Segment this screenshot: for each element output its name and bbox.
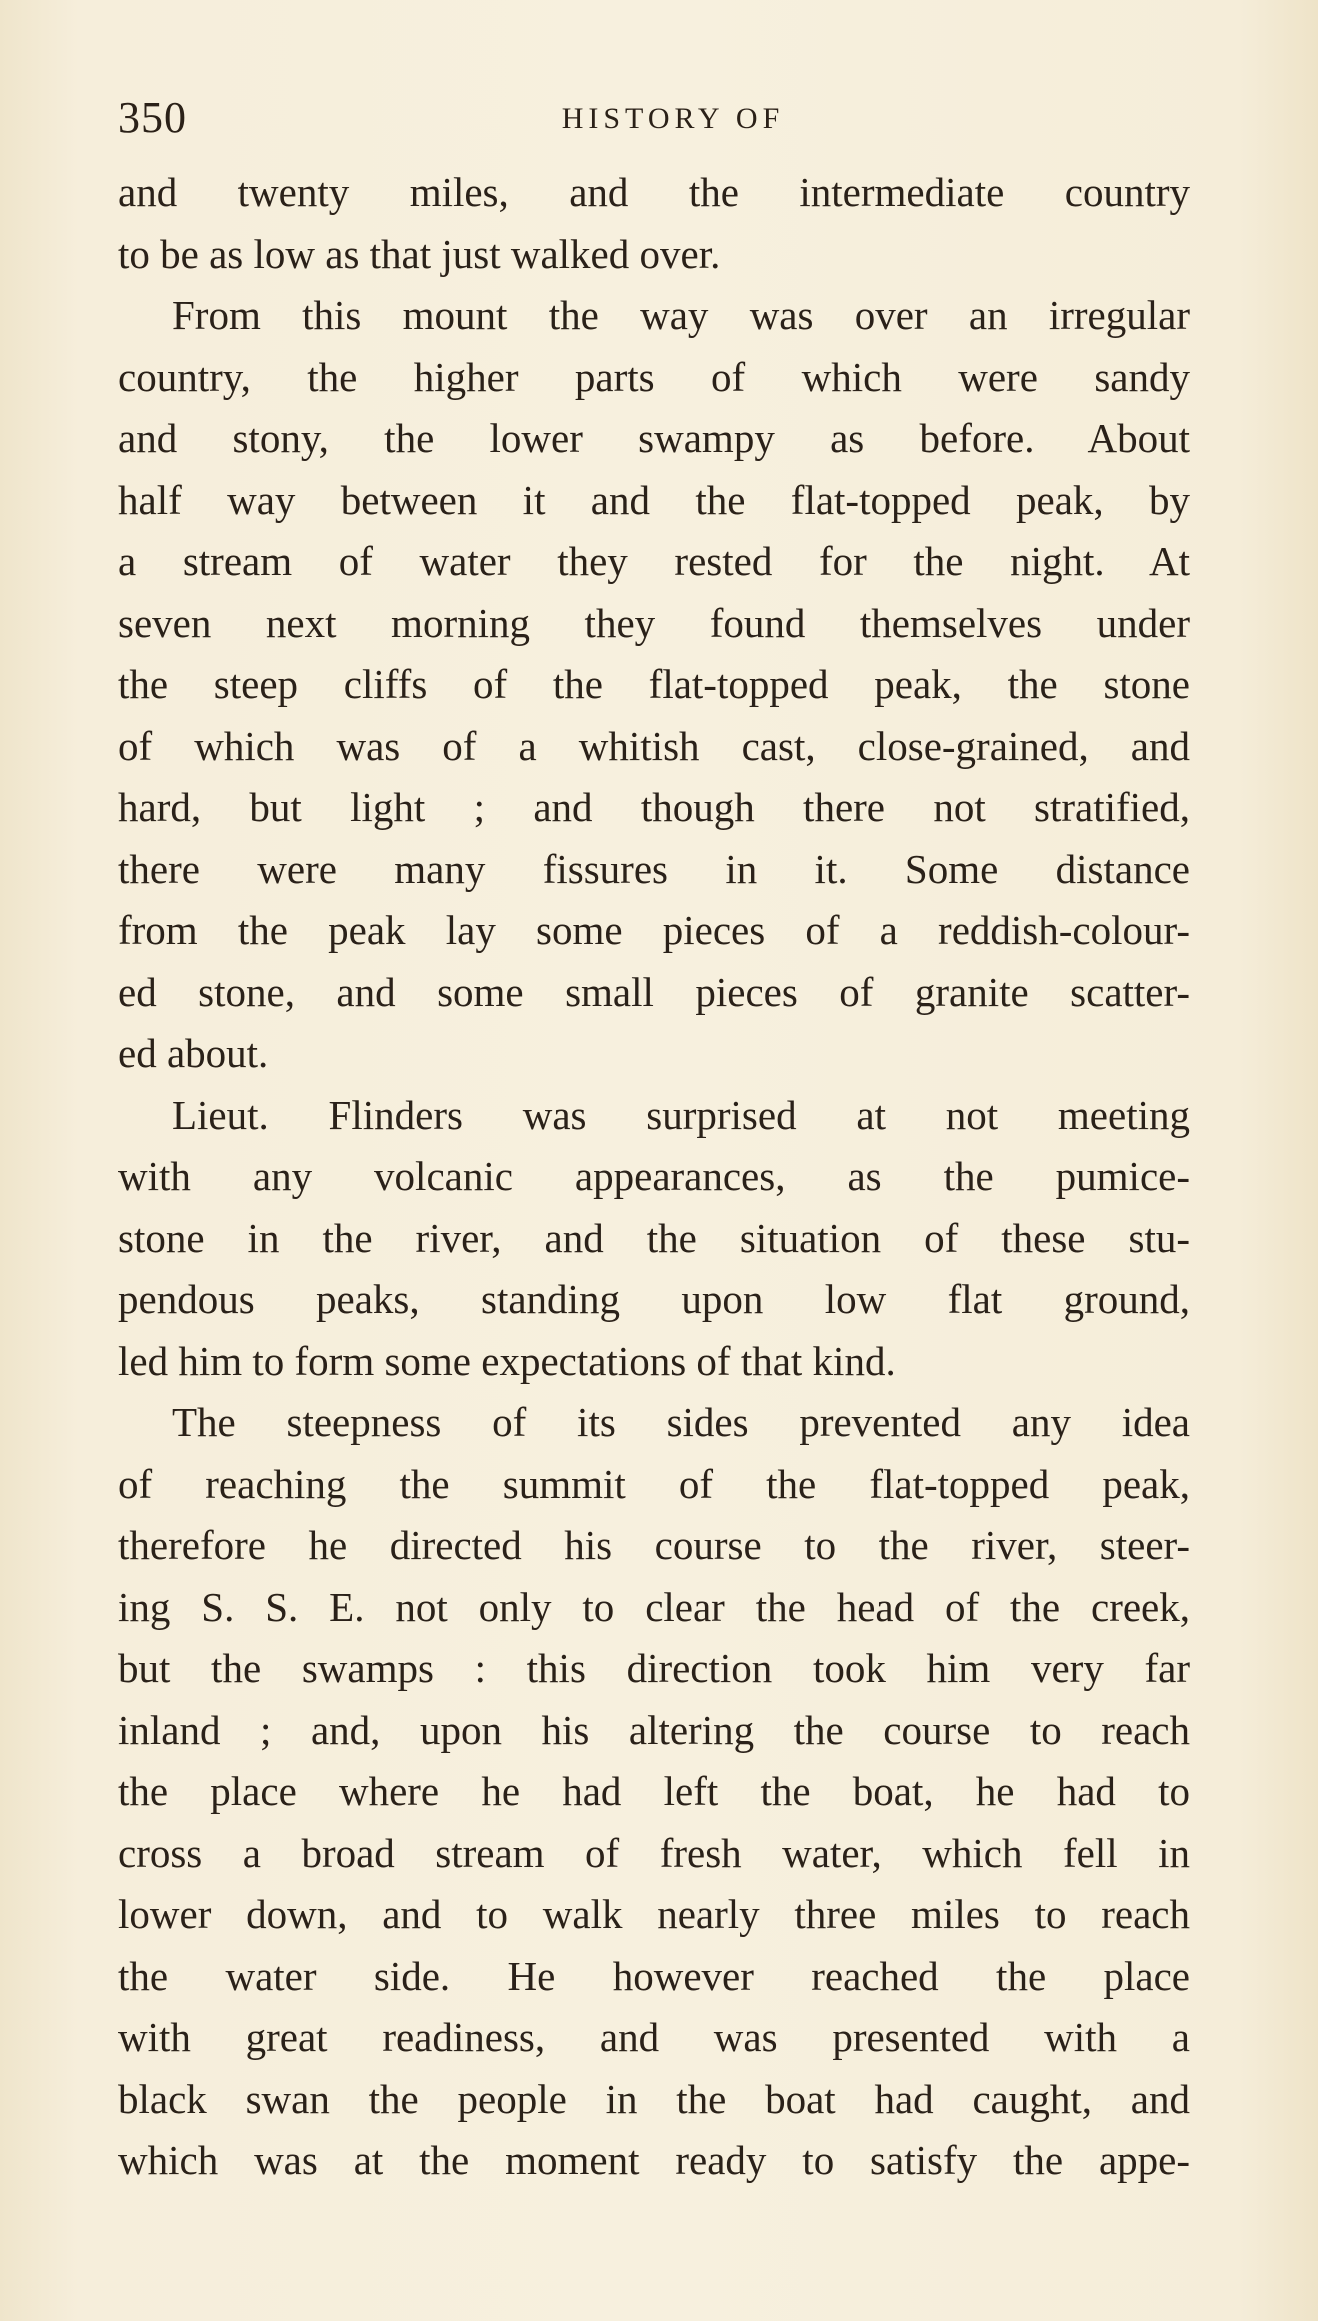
text-line: ed stone, and some small pieces of granite scatter- xyxy=(118,968,1190,1015)
text-line: of which was of a whitish cast, close-grained, and xyxy=(118,722,1190,769)
text-line: stone in the river, and the situation of these stu- xyxy=(118,1214,1190,1261)
text-line: which was at the moment ready to satisfy the appe- xyxy=(118,2137,1190,2183)
text-line: a stream of water they rested for the night. At xyxy=(118,538,1190,584)
text-line: hard, but light ; and though there not stratified, xyxy=(118,784,1190,830)
text-line: there were many fissures in it. Some distance xyxy=(118,845,1190,892)
text-line: but the swamps : this direction took him very far xyxy=(118,1645,1190,1691)
running-head: HISTORY OF xyxy=(561,102,785,135)
text-line: with any volcanic appearances, as the pumice- xyxy=(118,1153,1190,1199)
text-line: black swan the people in the boat had caught, and xyxy=(118,2075,1190,2122)
page-header xyxy=(118,92,1188,142)
text-line: the place where he had left the boat, he had to xyxy=(118,1768,1190,1814)
text-line: and twenty miles, and the intermediate country xyxy=(118,169,1190,215)
text-line: half way between it and the flat-topped peak, by xyxy=(118,476,1190,523)
text-line: inland ; and, upon his altering the course to reach xyxy=(118,1706,1190,1753)
text-line: led him to form some expectations of that kind. xyxy=(118,1337,896,1384)
text-line: the steep cliffs of the flat-topped peak, the stone xyxy=(118,661,1190,707)
text-line: therefore he directed his course to the river, steer- xyxy=(118,1522,1190,1568)
text-line: the water side. He however reached the place xyxy=(118,1952,1190,1999)
text-line: seven next morning they found themselves under xyxy=(118,599,1190,646)
text-line: lower down, and to walk nearly three miles to reach xyxy=(118,1891,1190,1937)
text-line: Lieut. Flinders was surprised at not meeting xyxy=(172,1091,1190,1138)
text-line: The steepness of its sides prevented any idea xyxy=(172,1399,1190,1445)
page-number: 350 xyxy=(118,93,187,142)
body-text xyxy=(118,162,1190,2192)
text-line: country, the higher parts of which were sandy xyxy=(118,353,1190,400)
text-line: and stony, the lower swampy as before. About xyxy=(118,415,1190,461)
text-line: of reaching the summit of the flat-topped peak, xyxy=(118,1460,1190,1507)
text-line: to be as low as that just walked over. xyxy=(118,230,721,277)
text-line: from the peak lay some pieces of a reddish-colour- xyxy=(118,907,1190,953)
text-line: with great readiness, and was presented with a xyxy=(118,2014,1190,2060)
text-line: ed about. xyxy=(118,1030,269,1076)
text-line: pendous peaks, standing upon low flat ground, xyxy=(118,1276,1190,1322)
text-line: cross a broad stream of fresh water, which fell in xyxy=(118,1829,1190,1876)
text-line: From this mount the way was over an irregular xyxy=(172,292,1190,338)
text-line: ing S. S. E. not only to clear the head of the creek, xyxy=(118,1583,1190,1630)
